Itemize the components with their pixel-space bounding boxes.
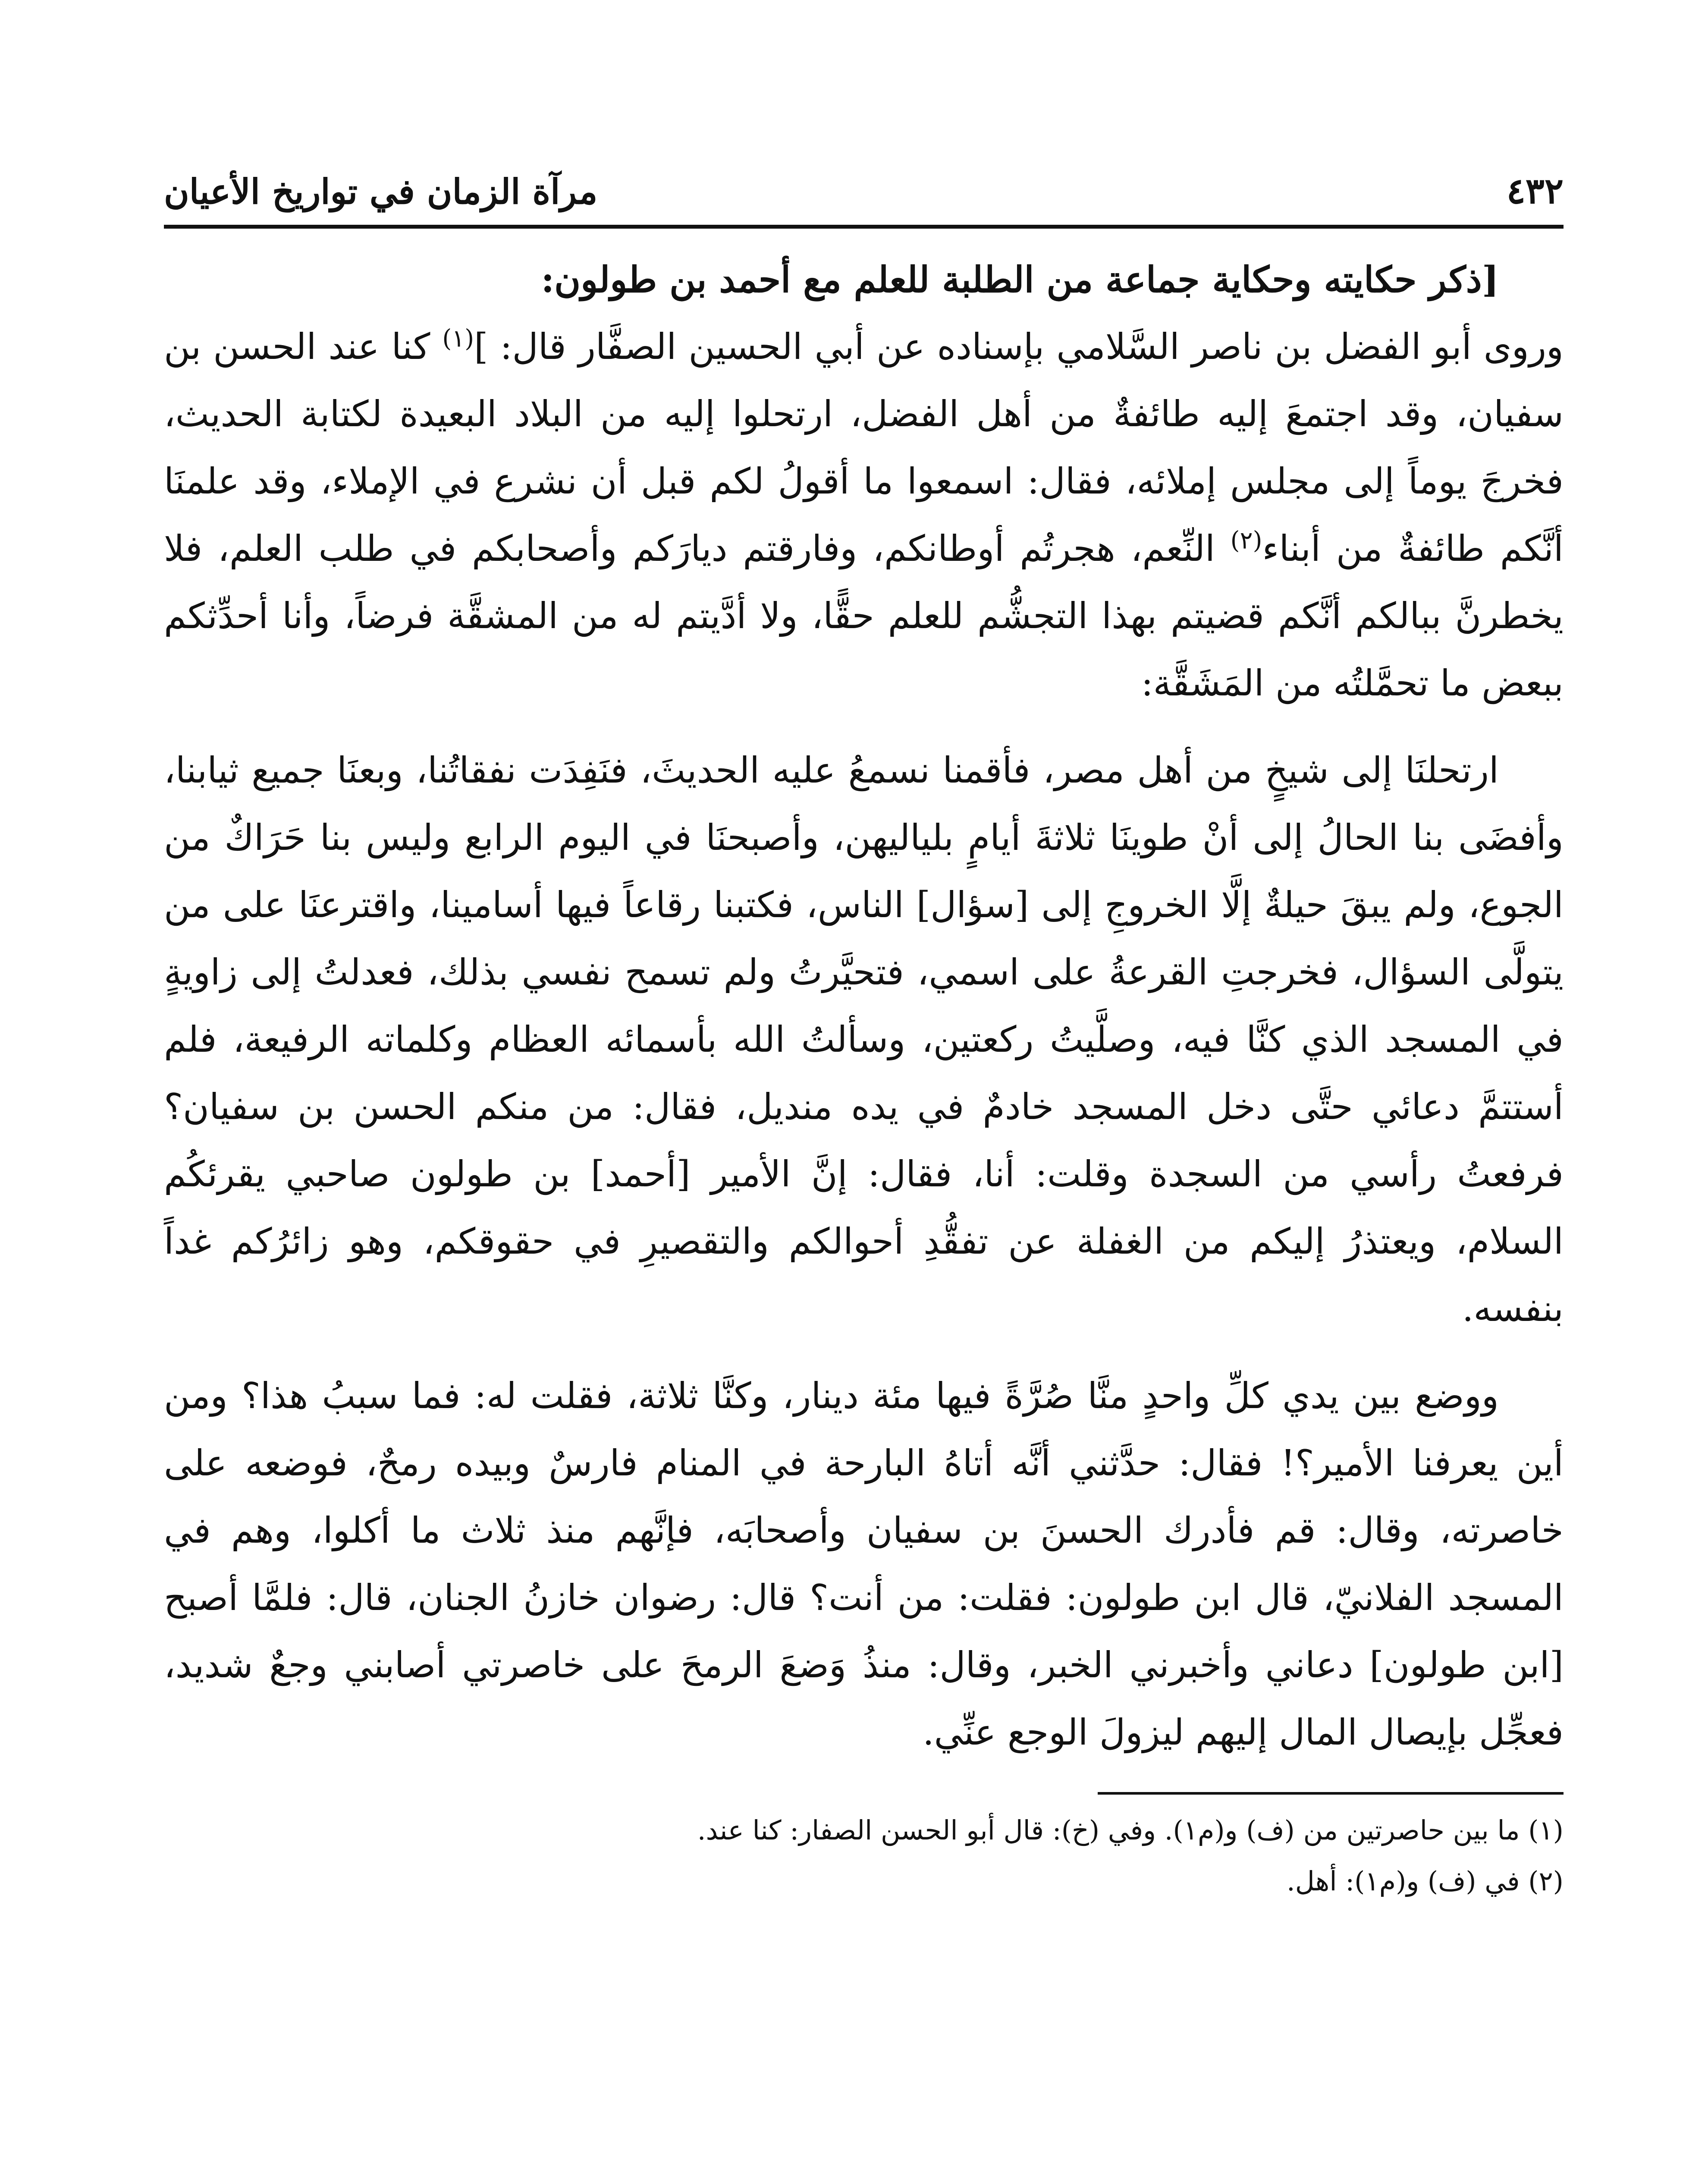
paragraph-1-part-1: وروى أبو الفضل بن ناصر السَّلامي بإسناده عن أبي الحسين الصفَّار قال: ] [474,326,1564,368]
paragraph-1-part-3: النِّعم، هجرتُم أوطانكم، وفارقتم ديارَكم وأصحابكم في طلب العلم، فلا يخطرنَّ ببالكم أنَّكم قضيتم بهذا التجشُّم للعلم حقًّا، ولا أدَّيتم له من المشقَّة فرضاً، وأنا أحدِّثكم ببعض ما تحمَّلتُه من المَشَقَّة: [164,528,1564,704]
footnote-ref-2: (٢) [1230,526,1262,555]
footnote-ref-1: (١) [442,324,474,353]
book-title: مرآة الزمان في تواريخ الأعيان [164,171,598,212]
page-number: ٤٣٢ [1506,170,1564,212]
footnote-divider [1098,1792,1564,1795]
footnotes [164,1805,1564,1907]
footnote-1: (١) ما بين حاصرتين من (ف) و(م١). وفي (خ): قال أبو الحسن الصفار: كنا عند. [697,1814,1564,1846]
book-page [164,155,1564,2157]
main-text [164,246,1564,1766]
paragraph-2: ارتحلنَا إلى شيخٍ من أهل مصر، فأقمنا نسمعُ عليه الحديثَ، فنَفِدَت نفقاتُنا، وبعنَا جميع ثيابنا، وأفضَى بنا الحالُ إلى أنْ طوينَا ثلاثةَ أيامٍ بلياليهن، وأصبحنَا في اليوم الرابع وليس بنا حَرَاكٌ من الجوع، ولم يبقَ حيلةٌ إلَّا الخروجِ إلى [سؤال] الناس، فكتبنا رقاعاً فيها أسامينا، واقترعنَا على من يتولَّى السؤال، فخرجتِ القرعةُ على اسمي، فتحيَّرتُ ولم تسمح نفسي بذلك، فعدلتُ إلى زاويةٍ في المسجد الذي كنَّا فيه، وصلَّيتُ ركعتين، وسألتُ الله بأسمائه العظام وكلماته الرفيعة، فلم أستتمَّ دعائي حتَّى دخل المسجد خادمٌ في يده منديل، فقال: من منكم الحسن بن سفيان؟ فرفعتُ رأسي من السجدة وقلت: أنا، فقال: إنَّ الأمير [أحمد] بن طولون صاحبي يقرئكُم السلام، ويعتذرُ إليكم من الغفلة عن تفقُّدِ أحوالكم والتقصيرِ في حقوقكم، وهو زائرُكم غداً بنفسه. [164,749,1564,1330]
running-header [164,155,1564,229]
paragraph-1 [164,313,1564,717]
footnote-2: (٢) في (ف) و(م١): أهل. [1287,1865,1564,1897]
paragraph-1-part-2: كنا عند الحسن بن سفيان، وقد اجتمعَ إليه طائفةٌ من أهل الفضل، ارتحلوا إليه من البلاد البعيدة لكتابة الحديث، فخرجَ يوماً إلى مجلس إملائه، فقال: اسمعوا ما أقولُ لكم قبل أن نشرع في الإملاء، وقد علمنَا أنَّكم طائفةٌ من أبناء [164,326,1564,569]
paragraph-3: ووضع بين يدي كلِّ واحدٍ منَّا صُرَّةً فيها مئة دينار، وكنَّا ثلاثة، فقلت له: فما سببُ هذا؟ ومن أين يعرفنا الأمير؟! فقال: حدَّثني أنَّه أتاهُ البارحة في المنام فارسٌ وبيده رمحٌ، فوضعه على خاصرته، وقال: قم فأدرك الحسنَ بن سفيان وأصحابَه، فإنَّهم منذ ثلاث ما أكلوا، وهم في المسجد الفلانيّ، قال ابن طولون: فقلت: من أنت؟ قال: رضوان خازنُ الجنان، قال: فلمَّا أصبح [ابن طولون] دعاني وأخبرني الخبر، وقال: منذُ وَضعَ الرمحَ على خاصرتي أصابني وجعٌ شديد، فعجِّل بإيصال المال إليهم ليزولَ الوجع عنِّي. [164,1375,1564,1753]
section-heading: [ذكر حكايته وحكاية جماعة من الطلبة للعلم مع أحمد بن طولون: [541,258,1499,301]
